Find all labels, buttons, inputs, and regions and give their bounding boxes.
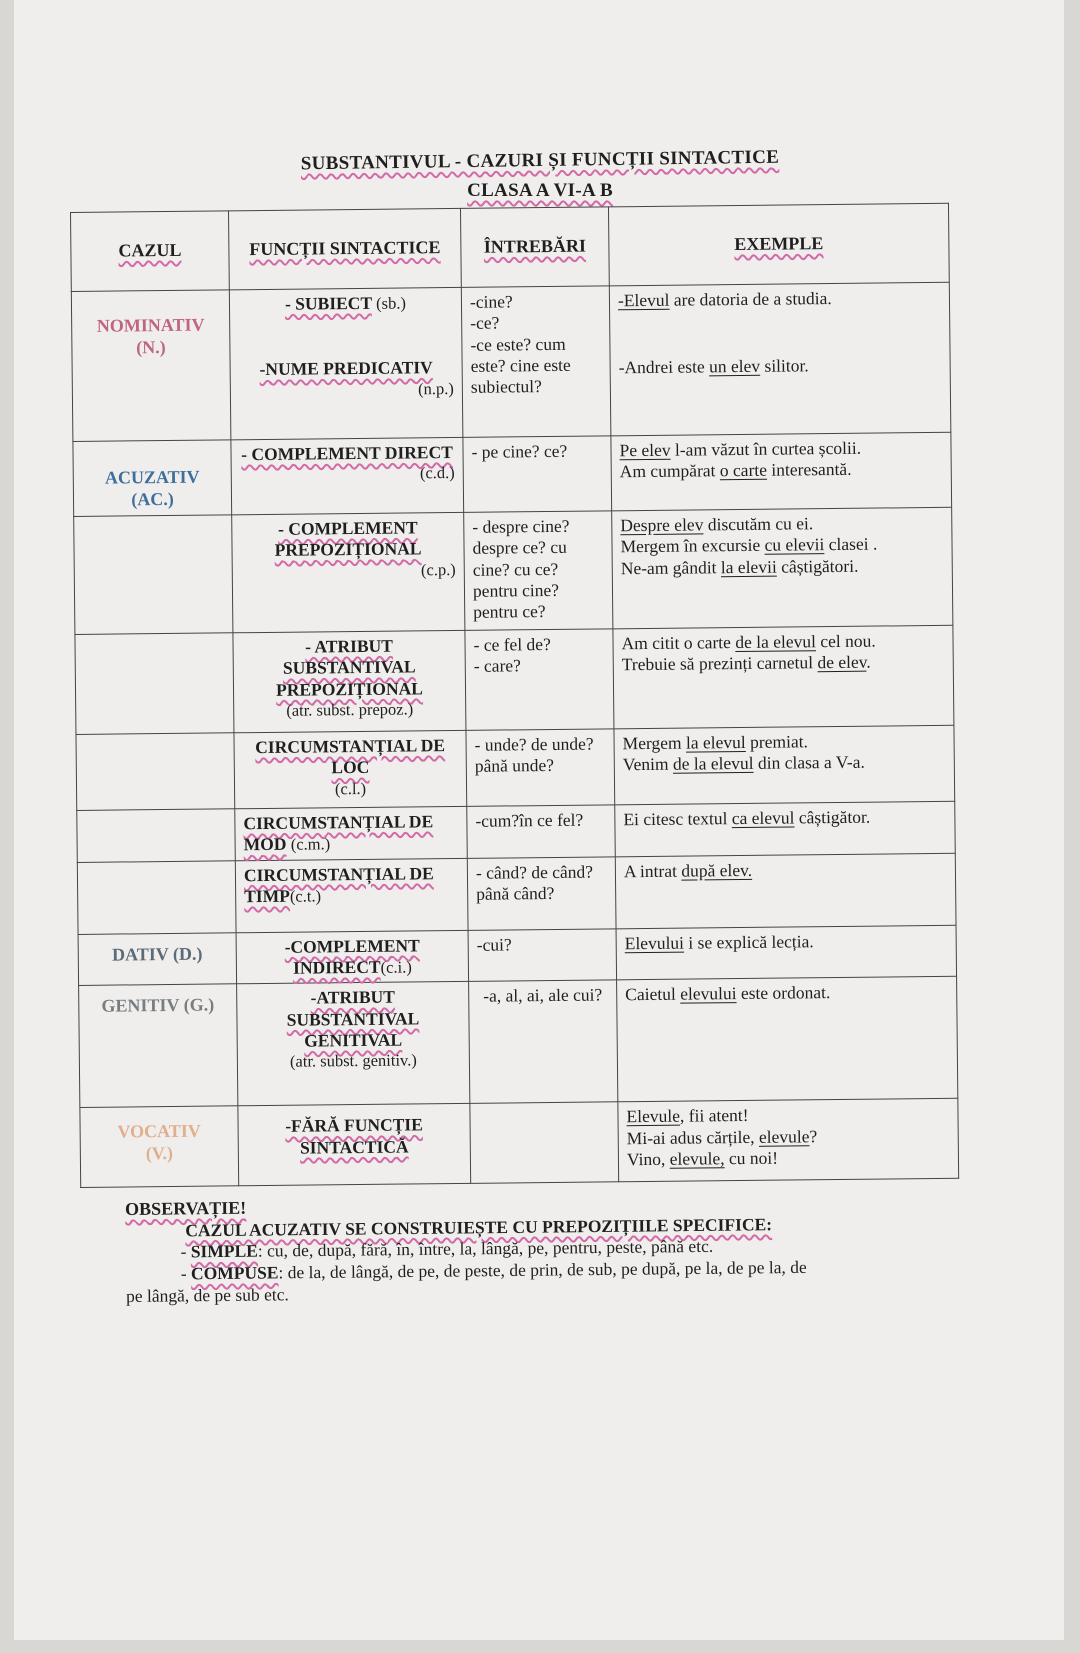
- header-exemple: EXEMPLE: [608, 203, 949, 286]
- questions-cell: - ce fel de? - care?: [465, 629, 614, 731]
- header-functii: FUNCȚII SINTACTICE: [228, 208, 461, 289]
- empty-case-cell: [77, 860, 236, 934]
- function-cell: CIRCUMSTANȚIAL DE TIMP(c.t.): [235, 858, 468, 932]
- function-cell: -FĂRĂ FUNCȚIE SINTACTICĂ: [238, 1104, 471, 1186]
- questions-cell: -cine? -ce? -ce este? cum este? cine este subiectul?: [461, 286, 611, 438]
- case-dativ: DATIV (D.): [78, 932, 237, 985]
- questions-cell: -cui?: [468, 928, 617, 981]
- function-cell: -COMPLEMENT INDIRECT(c.i.): [236, 930, 469, 984]
- examples-cell: -Elevul are datoria de a studia. -Andrei este un elev silitor.: [609, 282, 951, 436]
- questions-cell: [470, 1102, 619, 1184]
- questions-cell: - când? de când? până când?: [467, 856, 616, 930]
- questions-cell: - unde? de unde? până unde?: [466, 729, 615, 807]
- questions-cell: - despre cine? despre ce? cu cine? cu ce? pentru cine? pentru ce?: [464, 511, 613, 631]
- table-row: [77, 801, 955, 862]
- examples-cell: Caietul elevului este ordonat.: [617, 977, 958, 1103]
- examples-cell: Elevului i se explică lecția.: [616, 925, 957, 980]
- examples-cell: Mergem la elevul premiat. Venim de la elevul din clasa a V-a.: [614, 725, 955, 805]
- table-header-row: [71, 203, 950, 291]
- table-row: [80, 1099, 959, 1188]
- table-row: [74, 507, 953, 634]
- cases-table: [70, 203, 959, 1188]
- examples-cell: Am citit o carte de la elevul cel nou. Trebuie să prezinți carnetul de elev.: [613, 625, 954, 729]
- examples-cell: Elevule, fii atent! Mi-ai adus cărțile, elevule? Vino, elevule, cu noi!: [618, 1099, 959, 1183]
- examples-cell: A intrat după elev.: [615, 853, 956, 929]
- table-row: [79, 977, 958, 1108]
- empty-case-cell: [76, 733, 235, 811]
- table-row: [76, 725, 955, 810]
- observation-heading: OBSERVAȚIE!: [125, 1197, 247, 1219]
- case-genitiv: GENITIV (G.): [79, 984, 238, 1108]
- empty-case-cell: [77, 809, 236, 862]
- function-cell: CIRCUMSTANȚIAL DE MOD (c.m.): [235, 806, 468, 860]
- function-cell: - COMPLEMENT PREPOZIȚIONAL (c.p.): [232, 512, 465, 632]
- table-row: [78, 925, 956, 986]
- compound-prepositions: - COMPUSE: de la, de lângă, de pe, de peste, de prin, de sub, pe după, pe la, de pe la, de: [180, 1257, 807, 1284]
- function-cell: -ATRIBUT SUBSTANTIVAL GENITIVAL (atr. subst. genitiv.): [237, 982, 470, 1106]
- observation-rule: CAZUL ACUZATIV SE CONSTRUIEȘTE CU PREPOZIȚIILE SPECIFICE:: [185, 1213, 773, 1240]
- simple-prepositions: - SIMPLE: cu, de, după, fără, în, între, la, lângă, pe, pentru, peste, până etc.: [180, 1236, 714, 1262]
- examples-cell: Ei citesc textul ca elevul câștigător.: [615, 801, 956, 856]
- function-cell: - ATRIBUT SUBSTANTIVAL PREPOZIȚIONAL (atr. subst. prepoz.): [233, 630, 466, 732]
- examples-cell: Despre elev discutăm cu ei. Mergem în excursie cu elevii clasei . Ne-am gândit la elevii câștigători.: [612, 507, 953, 629]
- function-cell: CIRCUMSTANȚIAL DE LOC (c.l.): [234, 730, 467, 808]
- observation-block: [125, 1190, 926, 1308]
- page-subtitle: CLASA A VI-A B: [467, 180, 613, 201]
- header-cazul: CAZUL: [71, 211, 230, 292]
- function-cell: - SUBIECT (sb.) -NUME PREDICATIV (n.p.): [229, 287, 463, 439]
- header-intrebari: ÎNTREBĂRI: [460, 207, 609, 288]
- questions-cell: -cum?în ce fel?: [467, 805, 616, 858]
- table-row: [73, 432, 952, 516]
- table-row: [77, 853, 956, 934]
- compound-prepositions-cont: pe lângă, de pe sub etc.: [125, 1284, 289, 1307]
- empty-case-cell: [74, 515, 233, 635]
- empty-case-cell: [75, 633, 234, 735]
- page-title: SUBSTANTIVUL - CAZURI ȘI FUNCȚII SINTACTICE: [300, 146, 780, 175]
- examples-cell: Pe elev l-am văzut în curtea școlii. Am cumpărat o carte interesantă.: [611, 432, 952, 510]
- case-vocativ: VOCATIV (V.): [80, 1106, 239, 1188]
- case-nominativ: NOMINATIV (N.): [71, 290, 231, 442]
- questions-cell: - pe cine? ce?: [463, 436, 612, 512]
- table-row: [71, 282, 951, 441]
- table-row: [75, 625, 954, 734]
- questions-cell: -a, al, ai, ale cui?: [469, 980, 618, 1104]
- function-cell: - COMPLEMENT DIRECT (c.d.): [231, 437, 464, 514]
- case-acuzativ: ACUZATIV (AC.): [73, 440, 232, 517]
